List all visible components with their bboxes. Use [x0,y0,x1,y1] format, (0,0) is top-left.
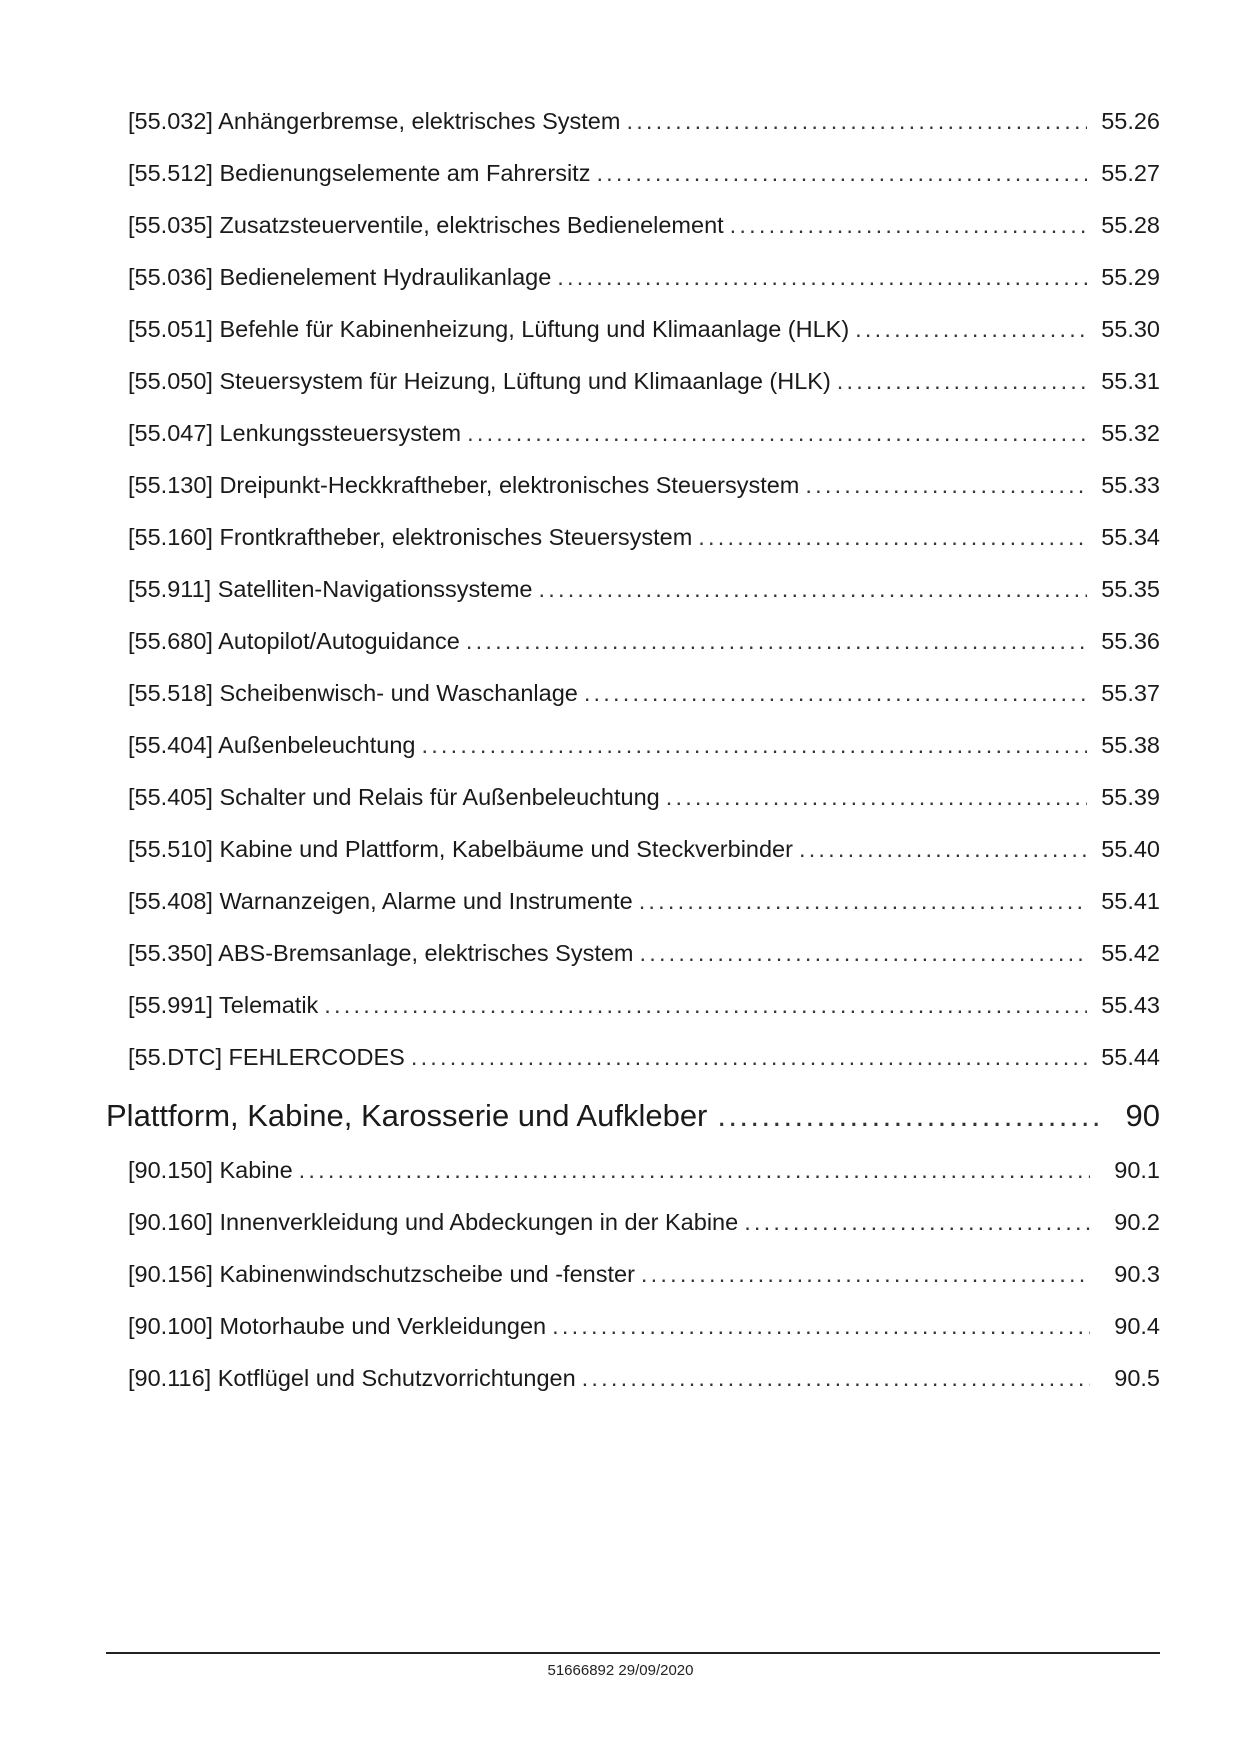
toc-entry-page: 55.29 [1101,264,1160,290]
toc-entry[interactable] [128,420,1160,450]
dot-leader [837,368,1087,395]
toc-entry[interactable] [128,888,1160,918]
toc-entry-label: [55.130] Dreipunkt-Heckkraftheber, elektronisches Steuersystem [128,472,800,498]
dot-leader [855,316,1087,343]
toc-entry[interactable] [128,368,1160,398]
dot-leader [421,732,1087,759]
toc-entry[interactable] [128,1044,1160,1074]
toc-entry-label: [55.408] Warnanzeigen, Alarme und Instrumente [128,888,633,914]
dot-leader [299,1157,1090,1184]
dot-leader [596,160,1087,187]
toc-entry[interactable] [128,732,1160,762]
toc-entry-label: [90.156] Kabinenwindschutzscheibe und -fenster [128,1261,635,1287]
section-title: Plattform, Kabine, Karosserie und Aufkleber [106,1098,708,1133]
toc-entry-label: [55.032] Anhängerbremse, elektrisches System [128,108,621,134]
toc-entry-page: 55.41 [1101,888,1160,914]
toc-entry-page: 90.1 [1114,1157,1160,1183]
toc-entry[interactable] [128,264,1160,294]
footer-doc-id: 51666892 29/09/2020 [547,1662,694,1679]
dot-leader [717,1098,1098,1134]
dot-leader [539,576,1088,603]
toc-entry-page: 90.2 [1114,1209,1160,1235]
toc-entry-page: 90.5 [1114,1365,1160,1391]
dot-leader [557,264,1087,291]
dot-leader [730,212,1088,239]
toc-entry-label: [55.050] Steuersystem für Heizung, Lüftung und Klimaanlage (HLK) [128,368,831,394]
dot-leader [467,420,1087,447]
toc-entry-page: 55.31 [1101,368,1160,394]
toc-entry-page: 55.35 [1101,576,1160,602]
toc-entry-page: 55.34 [1101,524,1160,550]
toc-entry[interactable] [128,628,1160,658]
dot-leader [552,1313,1090,1340]
toc-entry-label: [55.404] Außenbeleuchtung [128,732,416,758]
toc-entry[interactable] [128,576,1160,606]
toc-entry-label: [55.405] Schalter und Relais für Außenbeleuchtung [128,784,660,810]
toc-entry-label: [90.150] Kabine [128,1157,293,1183]
toc-entry-page: 55.36 [1101,628,1160,654]
toc-entry-label: [55.510] Kabine und Plattform, Kabelbäume und Steckverbinder [128,836,793,862]
toc-entry[interactable] [128,784,1160,814]
dot-leader [626,108,1087,135]
footer-divider [106,1652,1160,1654]
toc-entry[interactable] [128,1365,1160,1395]
toc-entry[interactable] [128,108,1160,138]
toc-entry[interactable] [128,1313,1160,1343]
toc-entry-label: [55.035] Zusatzsteuerventile, elektrisches Bedienelement [128,212,724,238]
toc-entry-label: [55.350] ABS-Bremsanlage, elektrisches System [128,940,634,966]
toc-entry-label: [55.512] Bedienungselemente am Fahrersitz [128,160,591,186]
dot-leader [466,628,1087,655]
dot-leader [744,1209,1090,1236]
toc-entry[interactable] [128,524,1160,554]
dot-leader [639,888,1088,915]
toc-entry-page: 55.43 [1101,992,1160,1018]
section-page: 90 [1125,1098,1160,1133]
toc-entry[interactable] [128,160,1160,190]
toc-entry-label: [55.160] Frontkraftheber, elektronisches Steuersystem [128,524,693,550]
toc-entry[interactable] [128,992,1160,1022]
toc-entry[interactable] [128,1157,1160,1187]
toc-entry-page: 55.28 [1101,212,1160,238]
dot-leader [411,1044,1087,1071]
toc-entry-page: 55.39 [1101,784,1160,810]
toc-entry-label: [90.100] Motorhaube und Verkleidungen [128,1313,547,1339]
toc-entry-label: [55.051] Befehle für Kabinenheizung, Lüftung und Klimaanlage (HLK) [128,316,850,342]
dot-leader [698,524,1087,551]
toc-entry-label: [55.911] Satelliten-Navigationssysteme [128,576,533,602]
toc-entry[interactable] [128,316,1160,346]
dot-leader [666,784,1087,811]
toc-entry-page: 55.37 [1101,680,1160,706]
toc-entry-page: 55.32 [1101,420,1160,446]
toc-entry-page: 55.26 [1101,108,1160,134]
dot-leader [805,472,1087,499]
toc-entry-page: 55.27 [1101,160,1160,186]
toc-entry-label: [55.680] Autopilot/Autoguidance [128,628,460,654]
toc-entry-page: 90.3 [1114,1261,1160,1287]
dot-leader [324,992,1087,1019]
toc-entry-label: [90.160] Innenverkleidung und Abdeckungen in der Kabine [128,1209,739,1235]
toc-entry-page: 55.40 [1101,836,1160,862]
dot-leader [641,1261,1090,1288]
dot-leader [582,1365,1090,1392]
toc-section-heading[interactable] [106,1098,1160,1138]
toc-entry-page: 55.33 [1101,472,1160,498]
toc-entry-label: [55.036] Bedienelement Hydraulikanlage [128,264,552,290]
toc-entry-label: [55.991] Telematik [128,992,319,1018]
toc-entry[interactable] [128,836,1160,866]
toc-entry-page: 55.38 [1101,732,1160,758]
toc-entry-label: [55.047] Lenkungssteuersystem [128,420,462,446]
toc-entry-label: [55.518] Scheibenwisch- und Waschanlage [128,680,578,706]
toc-entry[interactable] [128,212,1160,242]
dot-leader [799,836,1087,863]
toc-entry-page: 55.42 [1101,940,1160,966]
toc-entry-label: [90.116] Kotflügel und Schutzvorrichtungen [128,1365,576,1391]
toc-entry[interactable] [128,940,1160,970]
dot-leader [584,680,1087,707]
toc-entry-page: 55.30 [1101,316,1160,342]
toc-entry[interactable] [128,1261,1160,1291]
toc-entry[interactable] [128,472,1160,502]
dot-leader [640,940,1088,967]
toc-entry[interactable] [128,680,1160,710]
toc-entry-page: 90.4 [1114,1313,1160,1339]
toc-entry-label: [55.DTC] FEHLERCODES [128,1044,405,1070]
toc-entry[interactable] [128,1209,1160,1239]
toc-entry-page: 55.44 [1101,1044,1160,1070]
